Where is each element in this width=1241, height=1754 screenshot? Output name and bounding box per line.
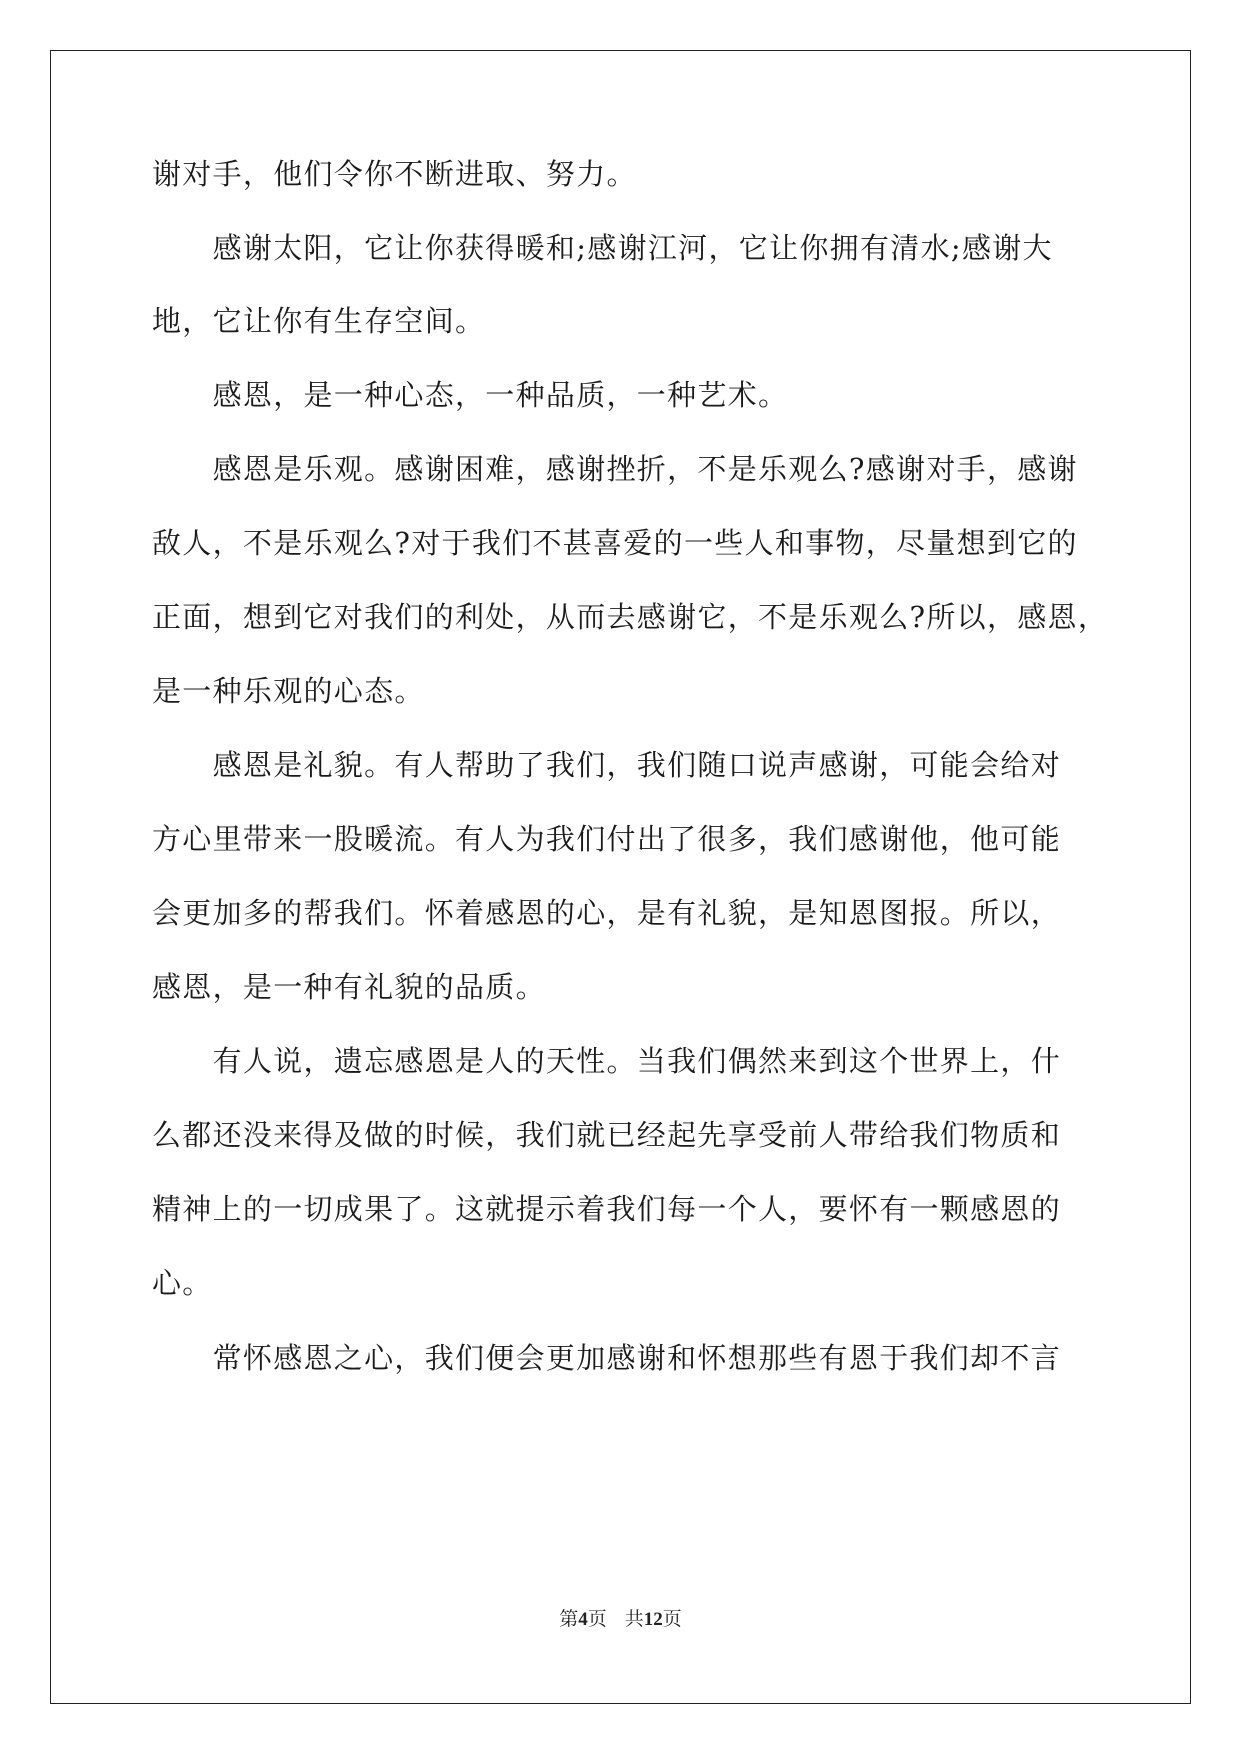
text-line: 敌人，不是乐观么?对于我们不甚喜爱的一些人和事物，尽量想到它的 [152,526,1078,560]
text-line: 感恩，是一种有礼貌的品质。 [152,970,546,1004]
total-prefix: 共 [624,1609,644,1630]
text-line: 感恩，是一种心态，一种品质，一种艺术。 [152,378,789,412]
text-line: 地，它让你有生存空间。 [152,304,486,338]
text-line: 有人说，遗忘感恩是人的天性。当我们偶然来到这个世界上，什 [152,1044,1062,1078]
current-page-number: 4 [578,1609,588,1630]
text-line: 谢对手，他们令你不断进取、努力。 [152,157,637,191]
page-prefix: 第 [559,1609,579,1630]
text-line: 感谢太阳，它让你获得暖和;感谢江河，它让你拥有清水;感谢大 [152,231,1053,265]
text-line: 会更加多的帮我们。怀着感恩的心，是有礼貌，是知恩图报。所以， [152,896,1062,930]
total-suffix: 页 [662,1609,682,1630]
page-suffix: 页 [587,1609,607,1630]
total-pages-number: 12 [643,1609,663,1630]
text-line: 心。 [152,1266,213,1300]
text-line: 是一种乐观的心态。 [152,674,425,708]
text-line: 感恩是礼貌。有人帮助了我们，我们随口说声感谢，可能会给对 [152,748,1062,782]
text-line: 么都还没来得及做的时候，我们就已经起先享受前人带给我们物质和 [152,1118,1062,1152]
page-footer [0,1608,1241,1632]
page-border [50,50,1191,1704]
text-line: 感恩是乐观。感谢困难，感谢挫折，不是乐观么?感谢对手，感谢 [152,452,1078,486]
text-line: 精神上的一切成果了。这就提示着我们每一个人，要怀有一颗感恩的 [152,1192,1062,1226]
text-line: 方心里带来一股暖流。有人为我们付出了很多，我们感谢他，他可能 [152,822,1062,856]
text-line: 常怀感恩之心，我们便会更加感谢和怀想那些有恩于我们却不言 [152,1341,1062,1375]
text-line: 正面，想到它对我们的利处，从而去感谢它，不是乐观么?所以，感恩， [152,600,1109,634]
